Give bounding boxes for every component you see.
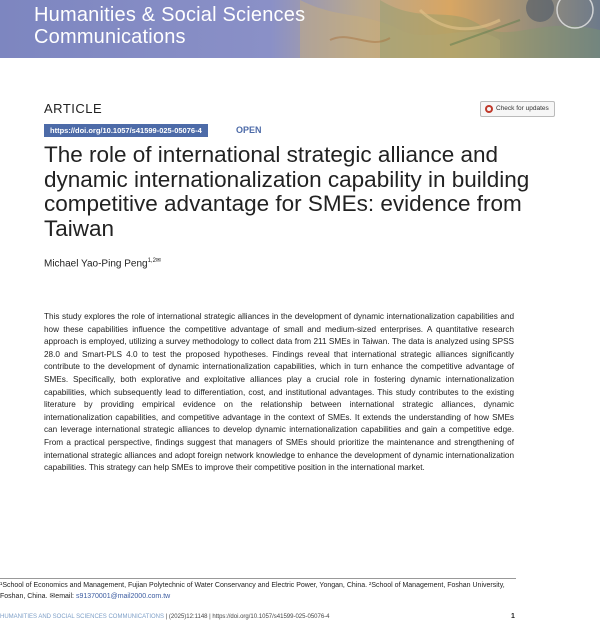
abstract: This study explores the role of international strategic alliances in the development of dynamic internationalization capabilities and how these capabilities influence the competitive advantage of small and medium-sized enterprises. A quantitative research approach is employed, utilizing a survey methodology to collect data from 211 SMEs in Taiwan. The data is analyzed using SPSS 28.0 and Smart-PLS 4.0 to test the proposed hypotheses. Findings reveal that international strategic alliances significantly contribute to the development of dynamic internationalization capabilities, which in turn enhance the competitive advantage of SMEs. Specifically, both explorative and exploitative alliances play a crucial role in fostering dynamic internationalization capabilities, which subsequently lead to differentiation, cost, and institutional advantages. This study contributes to the existing literature by providing empirical evidence on the relationship between international strategic alliances, dynamic internationalization capabilities, and competitive advantage in the context of SMEs. It extends the understanding of how SMEs can leverage international strategic alliances to develop dynamic internationalization capabilities and gain a competitive edge. From a practical perspective, findings suggest that managers of SMEs should prioritize the maintenance and strengthening of international strategic alliances and adopt foreign network knowledge to enhance the development of dynamic internationalization capabilities. This strategy can help SMEs to improve their competitive position in the international market. bbox=[44, 312, 514, 473]
crossmark-icon bbox=[485, 105, 493, 113]
affiliation-footnote bbox=[0, 581, 520, 602]
doi-badge[interactable]: https://doi.org/10.1057/s41599-025-05076-4 bbox=[44, 124, 208, 137]
author-email-link[interactable]: s91370001@mail2000.com.tw bbox=[75, 592, 171, 600]
affiliations-text: ¹School of Economics and Management, Fujian Polytechnic of Water Conservancy and Electric Power, Yongan, China. ²School of Management, Foshan University, Foshan, China. bbox=[0, 582, 505, 600]
article-type-label: ARTICLE bbox=[44, 101, 103, 116]
open-access-label: OPEN bbox=[236, 125, 262, 135]
footnote-divider bbox=[0, 578, 516, 579]
footer-journal-name: HUMANITIES AND SOCIAL SCIENCES COMMUNICATIONS bbox=[0, 614, 165, 620]
journal-name-line1: Humanities & Social Sciences bbox=[34, 4, 306, 26]
page-footer bbox=[0, 614, 530, 620]
journal-banner bbox=[0, 0, 600, 58]
footer-citation[interactable]: | (2025)12:1148 | https://doi.org/10.1057/s41599-025-05076-4 bbox=[165, 614, 330, 620]
article-title: The role of international strategic alliance and dynamic internationalization capability in building competitive advantage for SMEs: evidence from Taiwan bbox=[44, 142, 530, 241]
journal-name[interactable] bbox=[34, 4, 305, 48]
journal-name-line2: Communications bbox=[34, 26, 186, 48]
page-number: 1 bbox=[511, 613, 515, 620]
author-name[interactable]: Michael Yao-Ping Peng bbox=[44, 258, 148, 270]
email-label: ✉email: bbox=[49, 592, 74, 600]
check-for-updates-label: Check for updates bbox=[496, 105, 549, 112]
author-line bbox=[44, 257, 161, 269]
author-affiliation-sup[interactable]: 1,2✉ bbox=[147, 258, 161, 264]
check-for-updates-button[interactable] bbox=[480, 101, 555, 117]
